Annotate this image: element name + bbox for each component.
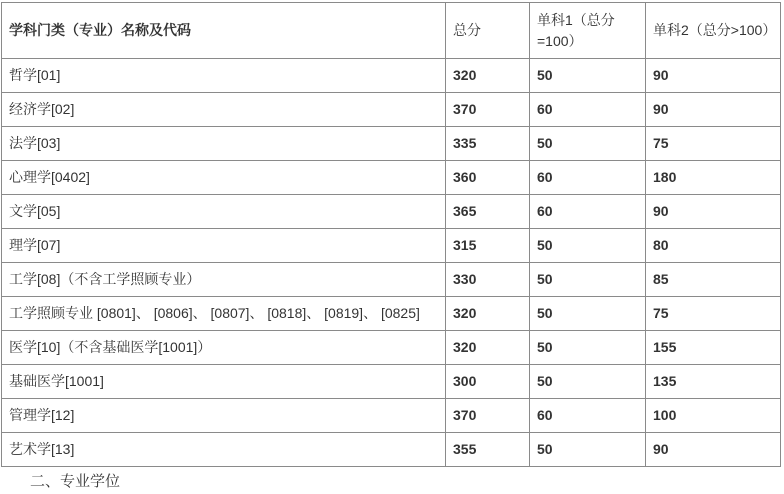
discipline-cell: 经济学[02] bbox=[2, 93, 446, 127]
section-heading: 二、专业学位 bbox=[30, 473, 121, 490]
table-row bbox=[2, 127, 781, 161]
discipline-cell: 法学[03] bbox=[2, 127, 446, 161]
subject2-score-cell: 85 bbox=[646, 263, 781, 297]
discipline-cell: 文学[05] bbox=[2, 195, 446, 229]
total-score-cell: 320 bbox=[446, 297, 530, 331]
subject1-score-cell: 50 bbox=[530, 331, 646, 365]
discipline-cell: 工学照顾专业 [0801]、 [0806]、 [0807]、 [0818]、 [0819]、 [0825] bbox=[2, 297, 446, 331]
total-score-cell: 320 bbox=[446, 59, 530, 93]
total-score-cell: 330 bbox=[446, 263, 530, 297]
header-subject2-score: 单科2（总分>100） bbox=[646, 3, 781, 59]
subject2-score-cell: 135 bbox=[646, 365, 781, 399]
subject1-score-cell: 60 bbox=[530, 195, 646, 229]
discipline-cell: 工学[08]（不含工学照顾专业） bbox=[2, 263, 446, 297]
score-table-body bbox=[2, 59, 781, 467]
total-score-cell: 335 bbox=[446, 127, 530, 161]
subject1-score-cell: 60 bbox=[530, 399, 646, 433]
discipline-cell: 艺术学[13] bbox=[2, 433, 446, 467]
total-score-cell: 300 bbox=[446, 365, 530, 399]
table-row bbox=[2, 229, 781, 263]
total-score-cell: 315 bbox=[446, 229, 530, 263]
table-row bbox=[2, 399, 781, 433]
total-score-cell: 320 bbox=[446, 331, 530, 365]
total-score-cell: 355 bbox=[446, 433, 530, 467]
subject1-score-cell: 50 bbox=[530, 127, 646, 161]
table-row bbox=[2, 161, 781, 195]
discipline-cell: 管理学[12] bbox=[2, 399, 446, 433]
header-total-score: 总分 bbox=[446, 3, 530, 59]
table-row bbox=[2, 365, 781, 399]
discipline-cell: 基础医学[1001] bbox=[2, 365, 446, 399]
score-cutoff-table bbox=[1, 2, 781, 467]
subject2-score-cell: 80 bbox=[646, 229, 781, 263]
subject2-score-cell: 90 bbox=[646, 59, 781, 93]
score-table-header bbox=[2, 3, 781, 59]
subject1-score-cell: 60 bbox=[530, 93, 646, 127]
subject1-score-cell: 50 bbox=[530, 59, 646, 93]
subject1-score-cell: 50 bbox=[530, 433, 646, 467]
subject2-score-cell: 180 bbox=[646, 161, 781, 195]
table-row bbox=[2, 59, 781, 93]
subject2-score-cell: 155 bbox=[646, 331, 781, 365]
table-row bbox=[2, 93, 781, 127]
discipline-cell: 心理学[0402] bbox=[2, 161, 446, 195]
subject2-score-cell: 75 bbox=[646, 297, 781, 331]
header-subject1-score: 单科1（总分=100） bbox=[530, 3, 646, 59]
table-row bbox=[2, 195, 781, 229]
table-row bbox=[2, 331, 781, 365]
table-row bbox=[2, 433, 781, 467]
header-discipline: 学科门类（专业）名称及代码 bbox=[2, 3, 446, 59]
subject1-score-cell: 60 bbox=[530, 161, 646, 195]
subject2-score-cell: 90 bbox=[646, 433, 781, 467]
table-row bbox=[2, 263, 781, 297]
subject1-score-cell: 50 bbox=[530, 297, 646, 331]
subject1-score-cell: 50 bbox=[530, 229, 646, 263]
total-score-cell: 360 bbox=[446, 161, 530, 195]
total-score-cell: 370 bbox=[446, 93, 530, 127]
table-row bbox=[2, 297, 781, 331]
subject2-score-cell: 100 bbox=[646, 399, 781, 433]
total-score-cell: 370 bbox=[446, 399, 530, 433]
subject1-score-cell: 50 bbox=[530, 263, 646, 297]
total-score-cell: 365 bbox=[446, 195, 530, 229]
subject1-score-cell: 50 bbox=[530, 365, 646, 399]
discipline-cell: 医学[10]（不含基础医学[1001]） bbox=[2, 331, 446, 365]
discipline-cell: 理学[07] bbox=[2, 229, 446, 263]
discipline-cell: 哲学[01] bbox=[2, 59, 446, 93]
subject2-score-cell: 75 bbox=[646, 127, 781, 161]
subject2-score-cell: 90 bbox=[646, 195, 781, 229]
subject2-score-cell: 90 bbox=[646, 93, 781, 127]
header-row bbox=[2, 3, 781, 59]
